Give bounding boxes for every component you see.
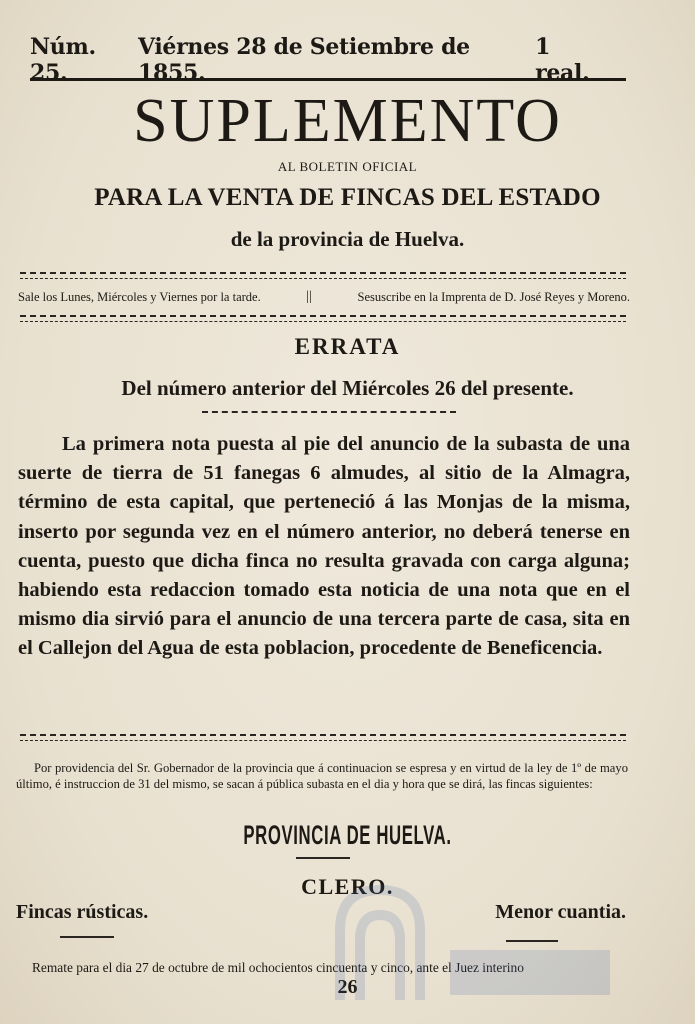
publication-separator: || — [306, 289, 312, 304]
province-underline — [296, 857, 350, 859]
publication-schedule: Sale los Lunes, Miércoles y Viernes por la tarde. — [18, 289, 261, 304]
auction-notice: Por providencia del Sr. Gobernador de la provincia que á continuacion se espresa y en virtud de la ley de 1º de mayo último, é instruccion de 31 del mismo, se sacan á pública subasta en el dia y hora que se dirá, las fincas siguientes: — [16, 761, 628, 791]
errata-subtitle: Del número anterior del Miércoles 26 del presente. — [121, 376, 574, 400]
errata-body: La primera nota puesta al pie del anuncio de la subasta de una suerte de tierra de 51 fanegas 6 almudes, al sitio de la Almagra, término de esta capital, que perteneció á las Monjas de la misma, inserto por segunda vez en el número anterior, no deberá tenerse en cuenta, puesto que dicha finca no resulta gravada con carga alguna; habiendo esta redaccion tomado esta noticia de una nota que en el mismo dia sirvió para el anuncio de una tercera parte de casa, sita en el Callejon del Agua de esta poblacion, procedente de Beneficencia. — [18, 433, 630, 660]
issue-date: Viérnes 28 de Setiembre de 1855. — [137, 34, 470, 86]
errata-end-divider — [20, 734, 626, 741]
clero-heading: CLERO. — [301, 874, 394, 899]
page-title: SUPLEMENTO — [133, 87, 562, 155]
fincas-rusticas-heading: Fincas rústicas. — [16, 901, 149, 923]
page-number: 26 — [337, 976, 358, 998]
remate-line: Remate para el dia 27 de octubre de mil ochocientos cincuenta y cinco, ante el Juez interino — [32, 960, 524, 975]
subtitle-provincia: de la provincia de Huelva. — [230, 227, 465, 251]
left-column-underline — [60, 936, 114, 938]
library-stamp-watermark — [300, 880, 620, 1010]
menor-cuantia-heading: Menor cuantia. — [495, 901, 626, 923]
issue-number: Núm. 25. — [30, 34, 96, 86]
subtitle-boletin: AL BOLETIN OFICIAL — [277, 159, 418, 174]
header-divider-top — [20, 272, 626, 279]
header-divider-bottom — [20, 315, 626, 322]
subtitle-venta: PARA LA VENTA DE FINCAS DEL ESTADO — [94, 184, 601, 211]
errata-divider — [202, 411, 456, 413]
errata-title: ERRATA — [294, 334, 401, 359]
subscription-info: Sesuscribe en la Imprenta de D. José Reyes y Moreno. — [357, 289, 630, 304]
issue-price: 1 real. — [535, 34, 590, 86]
publication-info — [18, 289, 630, 305]
masthead-rule — [30, 78, 626, 81]
province-heading: PROVINCIA DE HUELVA. — [243, 820, 452, 850]
